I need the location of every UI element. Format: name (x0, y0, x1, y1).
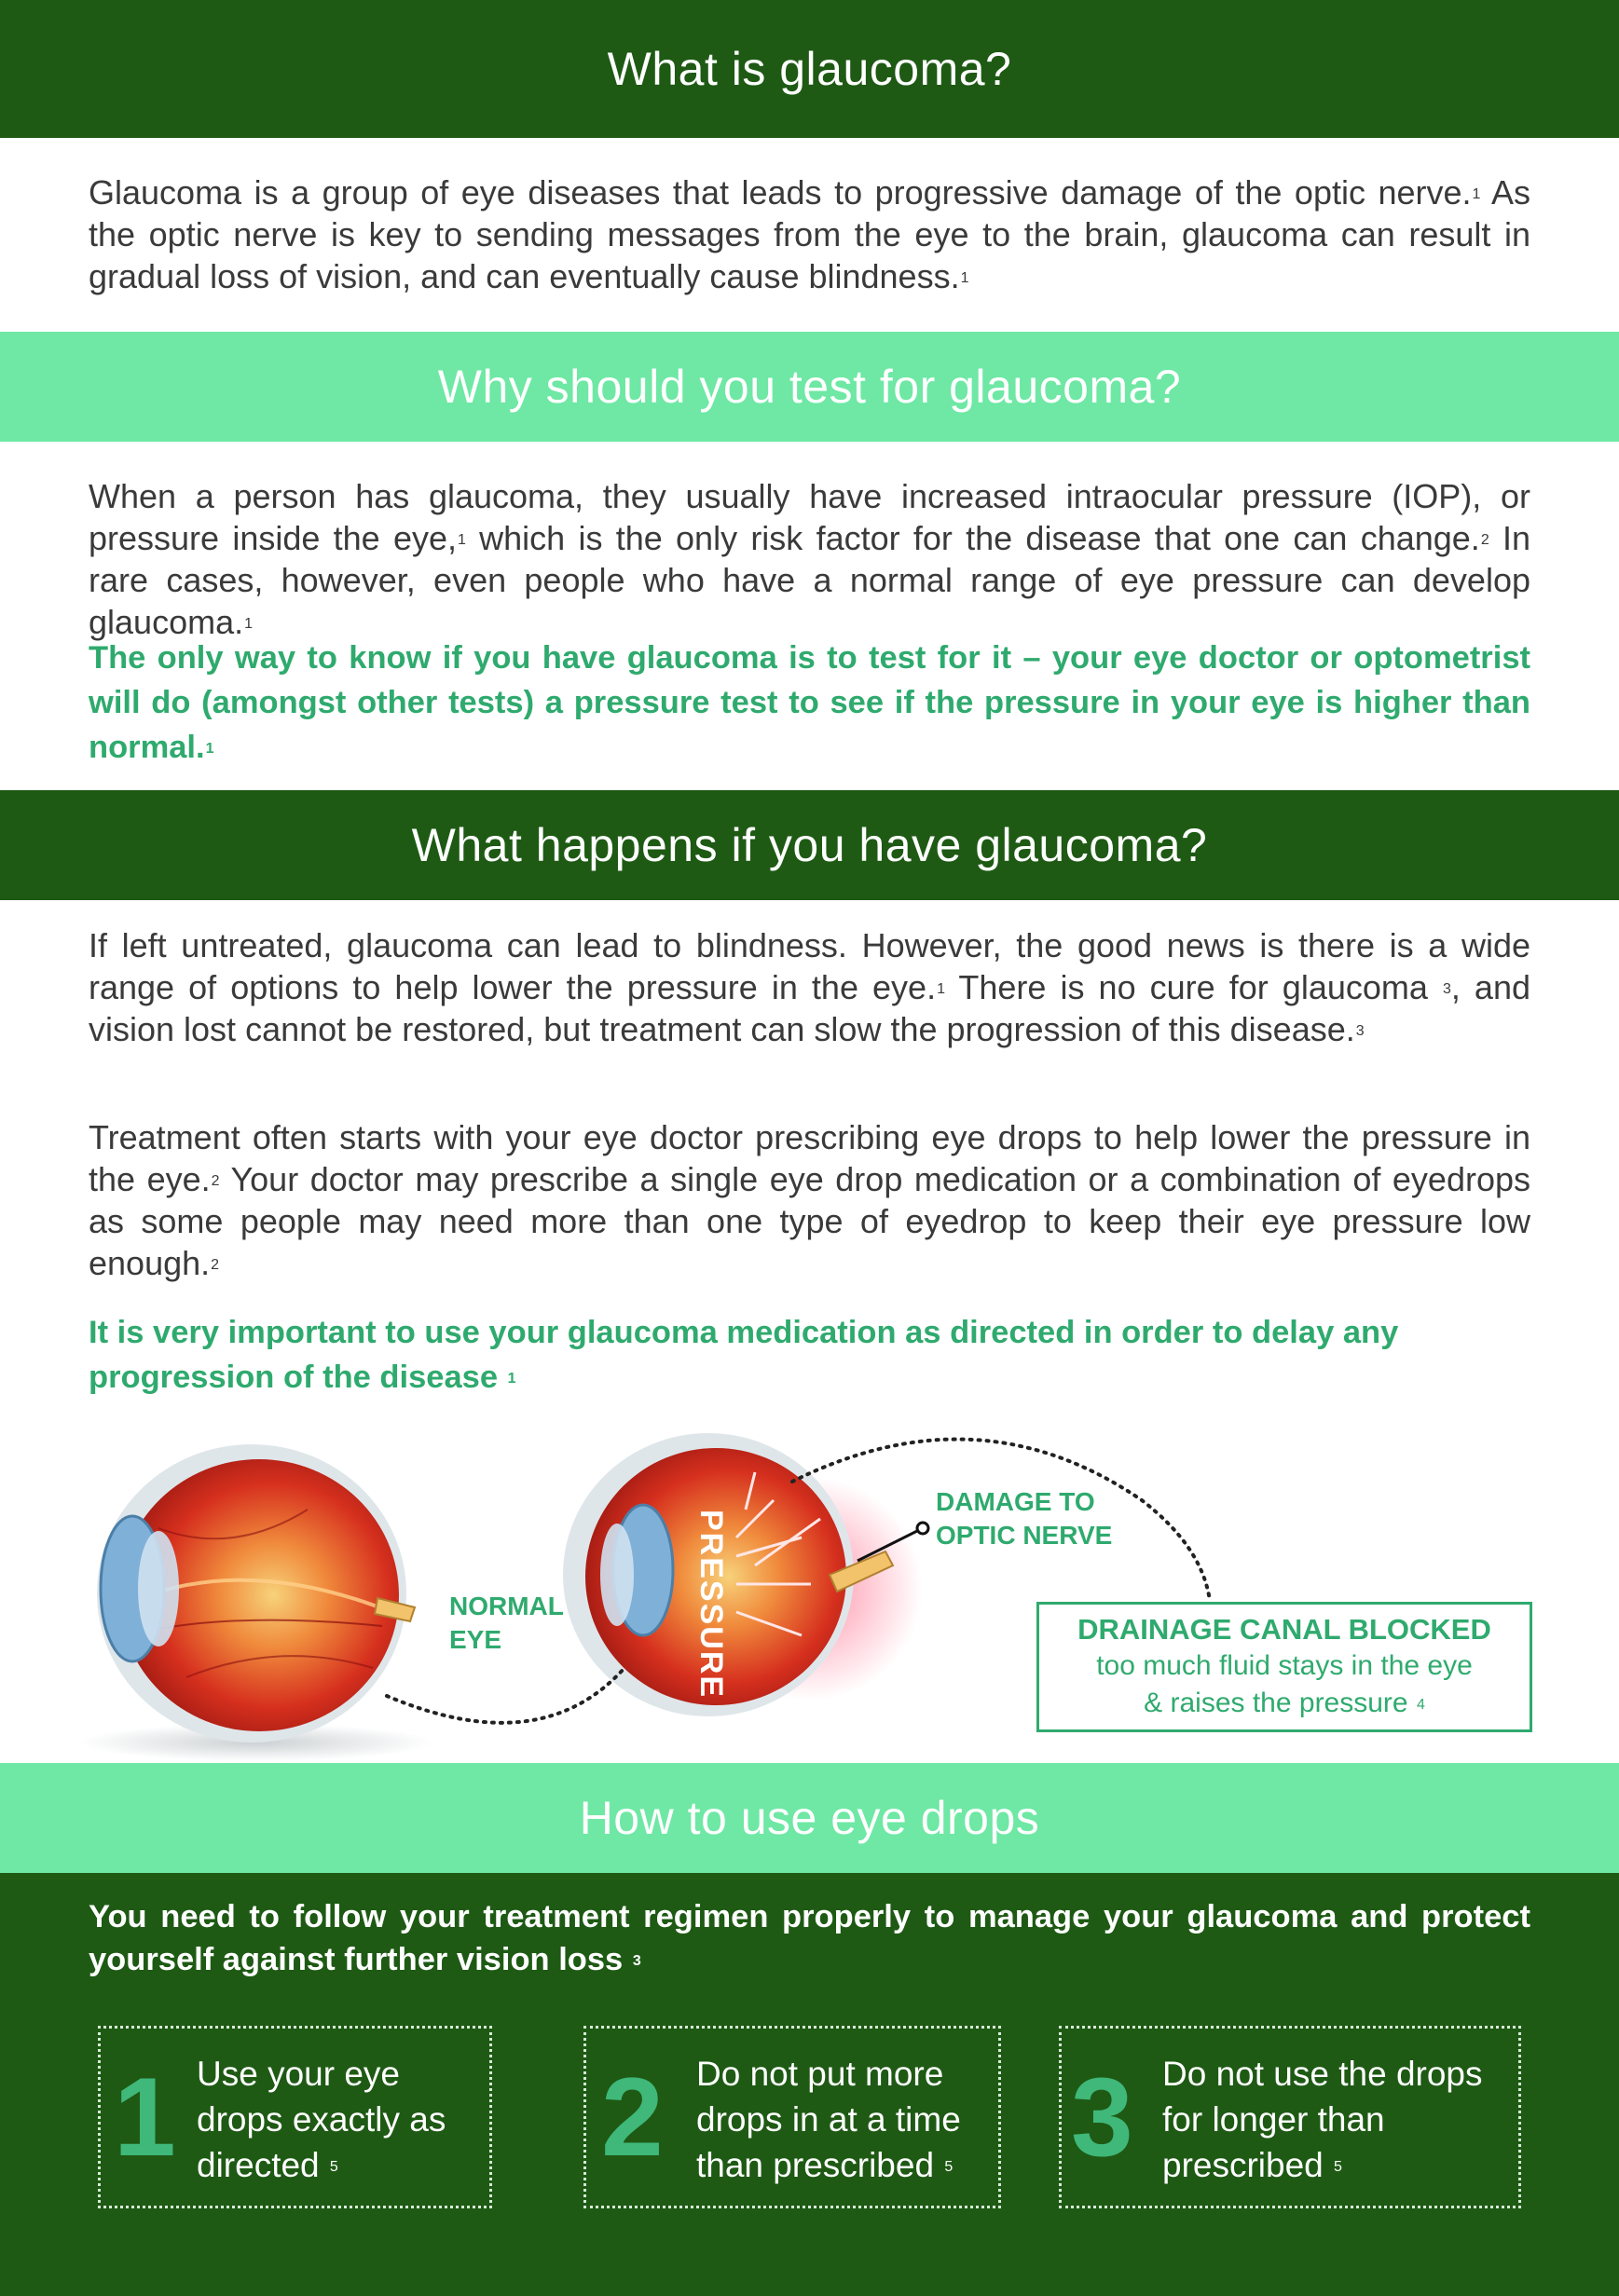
step-number: 1 (114, 2055, 176, 2180)
step-text: Do not put more drops in at a time than prescribed $^5$ (696, 2055, 961, 2184)
what-happens-text-1: If left untreated, glaucoma can lead to blindness. However, the good news is there is a wide range of options to help lower the pressure in the eye.$^1$ There is no cure for glaucoma $^3$, and vision lost cannot be restored, but treatment can slow the progression of this disease.$^3$ (89, 926, 1530, 1048)
step-2-card (583, 2026, 1001, 2208)
normal-eye-illustration (79, 1444, 433, 1761)
step-number: 2 (601, 2055, 664, 2180)
drainage-callout: DRAINAGE CANAL BLOCKED too much fluid stays in the eye & raises the pressure $^4$ (1036, 1602, 1532, 1732)
step-text: Do not use the drops for longer than prescribed $^5$ (1162, 2055, 1483, 2184)
step-3-card (1059, 2026, 1521, 2208)
dotted-connector-normal (387, 1668, 624, 1723)
heading-what-happens (0, 790, 1619, 900)
damage-label: DAMAGE TO OPTIC NERVE (936, 1487, 1113, 1550)
section-title: What is glaucoma? (607, 43, 1012, 95)
test-highlight: The only way to know if you have glaucoma is to test for it – your eye doctor or optometrist will do (amongst other tests) a pressure test to see if the pressure in your eye is higher than normal.$^1$ (89, 640, 1530, 765)
section-title: Why should you test for glaucoma? (437, 361, 1182, 413)
heading-how-to-use (0, 1763, 1619, 1873)
what-is-glaucoma-text: Glaucoma is a group of eye diseases that leads to progressive damage of the optic nerve.$^1$ As the optic nerve is key to sending messages from the eye to the brain, glaucoma can result in gradual loss of vision, and can eventually cause blindness.$^1$ (89, 173, 1530, 295)
step-1-card (98, 2026, 492, 2208)
medication-highlight: It is very important to use your glaucoma medication as directed in order to delay any progression of the disease $^1$ (89, 1315, 1399, 1395)
eye-drops-intro: You need to follow your treatment regimen properly to manage your glaucoma and protect yourself against further vision loss $^3$ (89, 1899, 1530, 1977)
section-title: What happens if you have glaucoma? (411, 819, 1208, 871)
step-text: Use your eye drops exactly as directed $^5$ (197, 2055, 446, 2184)
what-happens-text-2: Treatment often starts with your eye doctor prescribing eye drops to help lower the pressure in the eye.$^2$ Your doctor may prescribe a single eye drop medication or a combination of eyedrops as some people may need more than one type of eyedrop to keep their eye pressure low enough.$^2$ (89, 1118, 1530, 1282)
section-title: How to use eye drops (579, 1792, 1040, 1844)
why-test-text: When a person has glaucoma, they usually have increased intraocular pressure (IOP), or pressure inside the eye,$^1$ which is the only risk factor for the disease that one can change.$^2$ In rare cases, however, even people who have a normal range of eye pressure can develop glaucoma.$^1$ (89, 477, 1531, 641)
glaucoma-eye-illustration (563, 1433, 928, 1716)
normal-eye-label: NORMAL EYE (449, 1592, 564, 1654)
heading-why-test (0, 332, 1619, 442)
step-number: 3 (1071, 2055, 1133, 2180)
heading-what-is-glaucoma (0, 0, 1619, 138)
pressure-label: PRESSURE (693, 1510, 729, 1700)
